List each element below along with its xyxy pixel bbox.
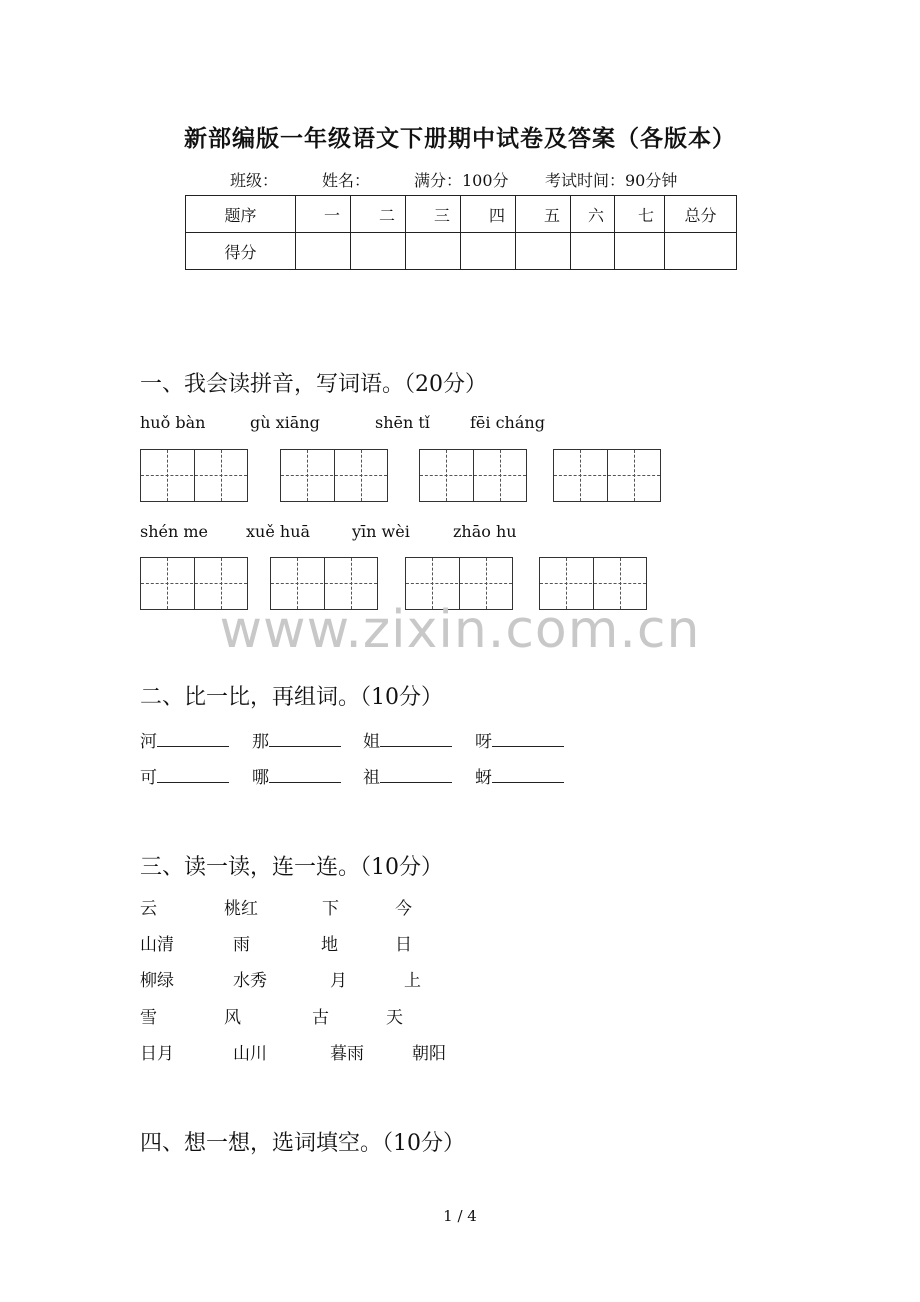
score-cell[interactable] [665,233,737,270]
full-score: 满分：100分 [414,171,509,190]
match-item[interactable]: 山川 [233,1044,267,1064]
score-row-label: 得分 [186,233,296,270]
match-item[interactable]: 水秀 [233,971,267,991]
page-number: 1 / 4 [443,1207,477,1225]
section-4-title: 四、想一想，选词填空。（10分） [140,1131,465,1156]
score-cell[interactable] [516,233,571,270]
pinyin: huǒ bàn [140,413,206,432]
score-table [185,195,737,270]
compare-word-item [140,763,229,788]
compare-char: 蚜 [475,768,492,788]
writing-grid[interactable] [140,449,248,502]
match-item[interactable]: 暮雨 [330,1044,364,1064]
compare-word-item [363,727,452,752]
match-item[interactable]: 雨 [233,935,250,955]
class-label: 班级： [230,171,279,190]
compare-word-item [252,763,341,788]
score-header-cell: 题序 [186,196,296,233]
compare-char: 河 [140,732,157,752]
section-1-title: 一、我会读拼音，写词语。（20分） [140,372,487,397]
answer-blank[interactable] [492,732,564,747]
match-item[interactable]: 下 [322,899,339,919]
section-3-title: 三、读一读，连一连。（10分） [140,855,443,880]
compare-word-item [252,727,341,752]
score-header-cell: 五 [516,196,571,233]
answer-blank[interactable] [380,732,452,747]
match-item[interactable]: 云 [140,899,157,919]
writing-grid[interactable] [280,449,388,502]
page-title: 新部编版一年级语文下册期中试卷及答案（各版本） [184,125,736,152]
compare-word-item [363,763,452,788]
answer-blank[interactable] [380,768,452,783]
compare-word-item [140,727,229,752]
score-cell[interactable] [615,233,665,270]
score-table-score-row [186,233,737,270]
compare-char: 哪 [252,768,269,788]
answer-blank[interactable] [157,768,229,783]
match-item[interactable]: 风 [224,1008,241,1028]
match-item[interactable]: 雪 [140,1008,157,1028]
pinyin: zhāo hu [453,522,517,541]
score-header-cell: 三 [406,196,461,233]
score-cell[interactable] [296,233,351,270]
match-item[interactable]: 桃红 [224,899,258,919]
match-item[interactable]: 今 [395,899,412,919]
name-label: 姓名： [322,171,371,190]
watermark: www.zixin.com.cn [219,600,701,660]
match-item[interactable]: 朝阳 [412,1044,446,1064]
score-header-cell: 总分 [665,196,737,233]
score-header-cell: 二 [351,196,406,233]
section-2-title: 二、比一比，再组词。（10分） [140,685,443,710]
compare-char: 姐 [363,732,380,752]
pinyin: shēn tǐ [375,413,430,432]
score-header-cell: 四 [461,196,516,233]
score-cell[interactable] [351,233,406,270]
pinyin: shén me [140,522,209,541]
match-item[interactable]: 日 [395,935,412,955]
exam-time: 考试时间：90分钟 [545,171,678,190]
compare-char: 祖 [363,768,380,788]
score-header-cell: 一 [296,196,351,233]
score-cell[interactable] [571,233,615,270]
answer-blank[interactable] [492,768,564,783]
compare-word-item [475,727,564,752]
match-item[interactable]: 日月 [140,1044,174,1064]
compare-char: 那 [252,732,269,752]
score-header-cell: 六 [571,196,615,233]
match-item[interactable]: 地 [321,935,338,955]
match-item[interactable]: 山清 [140,935,174,955]
writing-grid[interactable] [553,449,661,502]
pinyin: xuě huā [246,522,311,541]
answer-blank[interactable] [269,732,341,747]
score-header-cell: 七 [615,196,665,233]
score-table-header-row [186,196,737,233]
writing-grid[interactable] [419,449,527,502]
match-item[interactable]: 柳绿 [140,971,174,991]
score-cell[interactable] [406,233,461,270]
answer-blank[interactable] [157,732,229,747]
score-cell[interactable] [461,233,516,270]
match-item[interactable]: 上 [404,971,421,991]
answer-blank[interactable] [269,768,341,783]
compare-word-item [475,763,564,788]
compare-char: 呀 [475,732,492,752]
pinyin: yīn wèi [352,522,410,541]
match-item[interactable]: 月 [330,971,347,991]
match-item[interactable]: 古 [312,1008,329,1028]
match-item[interactable]: 天 [386,1008,403,1028]
compare-char: 可 [140,768,157,788]
pinyin: fēi cháng [470,413,545,432]
pinyin: gù xiāng [250,413,320,432]
